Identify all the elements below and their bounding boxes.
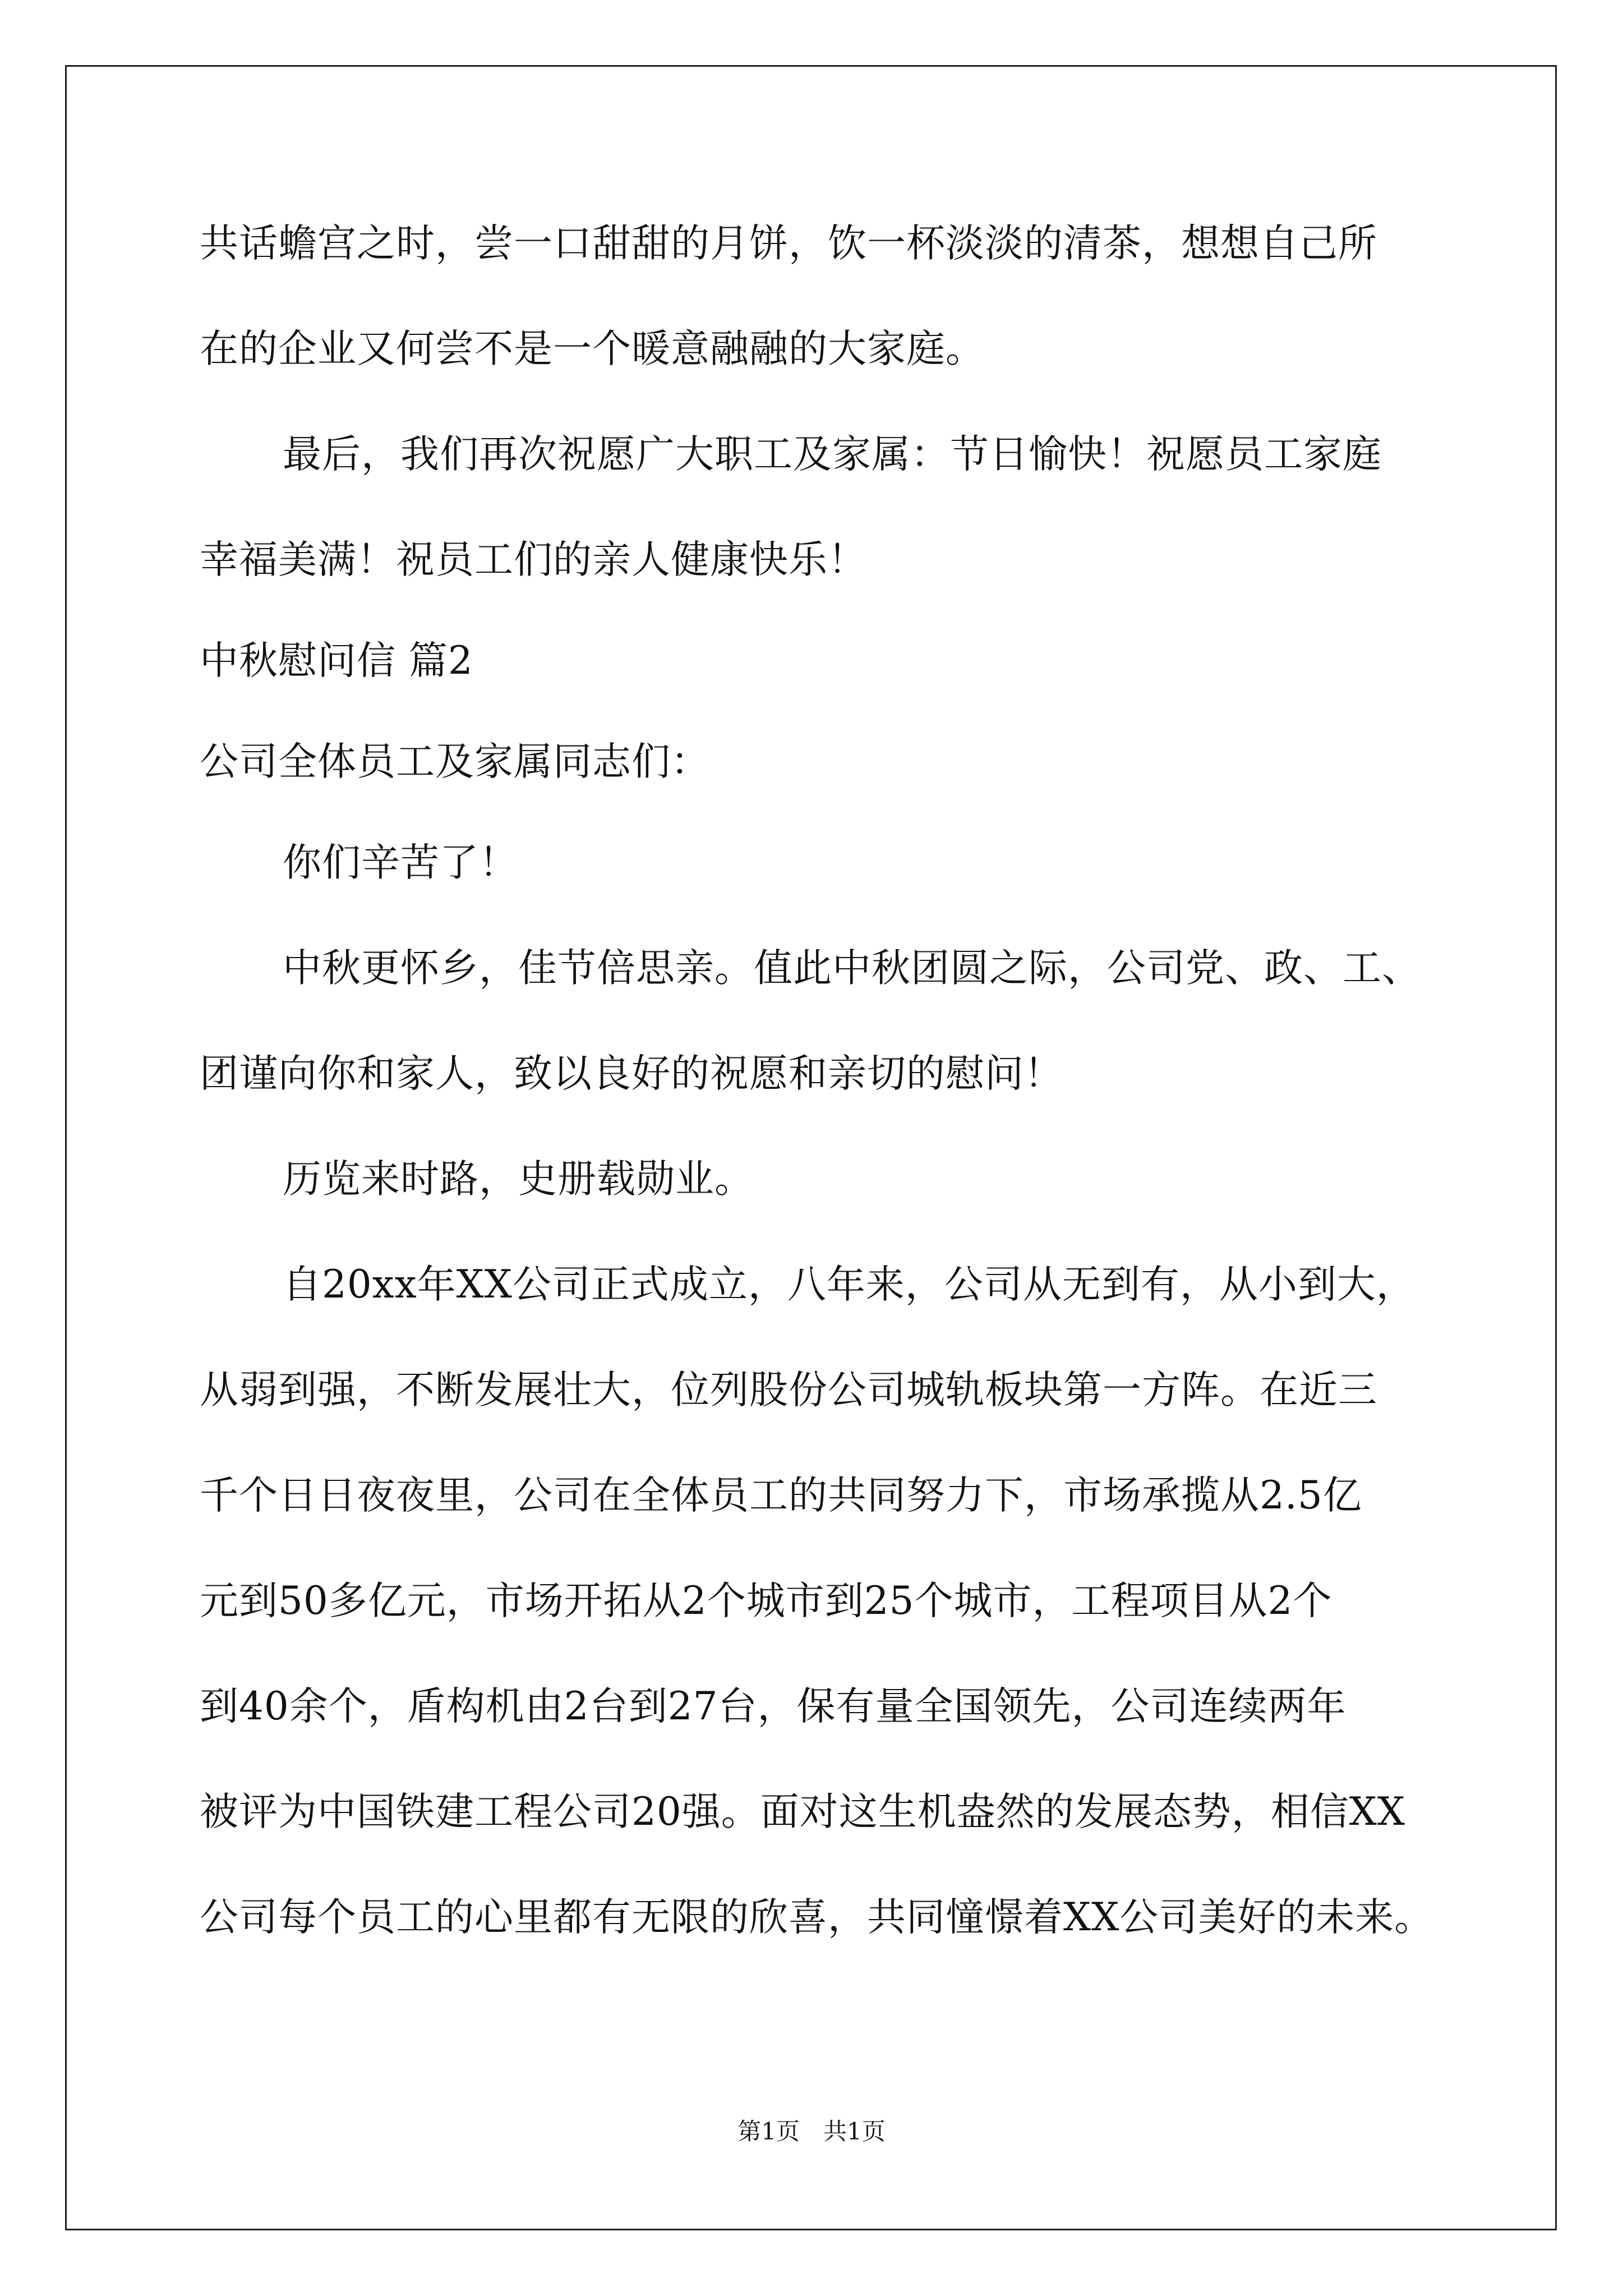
greeting-line: 你们辛苦了！	[283, 840, 518, 885]
paragraph-line: 最后，我们再次祝愿广大职工及家属：节日愉快！祝愿员工家庭	[283, 432, 1382, 477]
paragraph-line: 历览来时路，史册载勋业。	[283, 1157, 754, 1202]
text-line: 到40余个，盾构机由2台到27台，保有量全国领先，公司连续两年	[200, 1684, 1347, 1729]
page-footer: 第1页 共1页	[737, 2118, 886, 2145]
text-line: 元到50多亿元，市场开拓从2个城市到25个城市，工程项目从2个	[200, 1579, 1332, 1623]
text-line: 被评为中国铁建工程公司20强。面对这生机盎然的发展态势，相信XX	[200, 1789, 1406, 1834]
text-line: 千个日日夜夜里，公司在全体员工的共同努力下，市场承揽从2.5亿	[200, 1473, 1362, 1518]
text-line: 公司每个员工的心里都有无限的欣喜，共同憧憬着XX公司美好的未来。	[200, 1895, 1434, 1940]
text-line: 在的企业又何尝不是一个暖意融融的大家庭。	[200, 326, 985, 371]
text-line: 幸福美满！祝员工们的亲人健康快乐！	[200, 537, 867, 582]
paragraph-line: 中秋更怀乡，佳节倍思亲。值此中秋团圆之际，公司党、政、工、	[283, 946, 1421, 991]
text-line: 共话蟾宫之时，尝一口甜甜的月饼，饮一杯淡淡的清茶，想想自己所	[200, 221, 1377, 266]
section-heading: 中秋慰问信 篇2	[200, 638, 473, 683]
text-line: 从弱到强，不断发展壮大，位列股份公司城轨板块第一方阵。在近三	[200, 1368, 1377, 1412]
text-line: 团谨向你和家人，致以良好的祝愿和亲切的慰问！	[200, 1051, 1063, 1096]
paragraph-line: 自20xx年XX公司正式成立，八年来，公司从无到有，从小到大，	[283, 1262, 1415, 1307]
salutation: 公司全体员工及家属同志们：	[200, 739, 710, 784]
